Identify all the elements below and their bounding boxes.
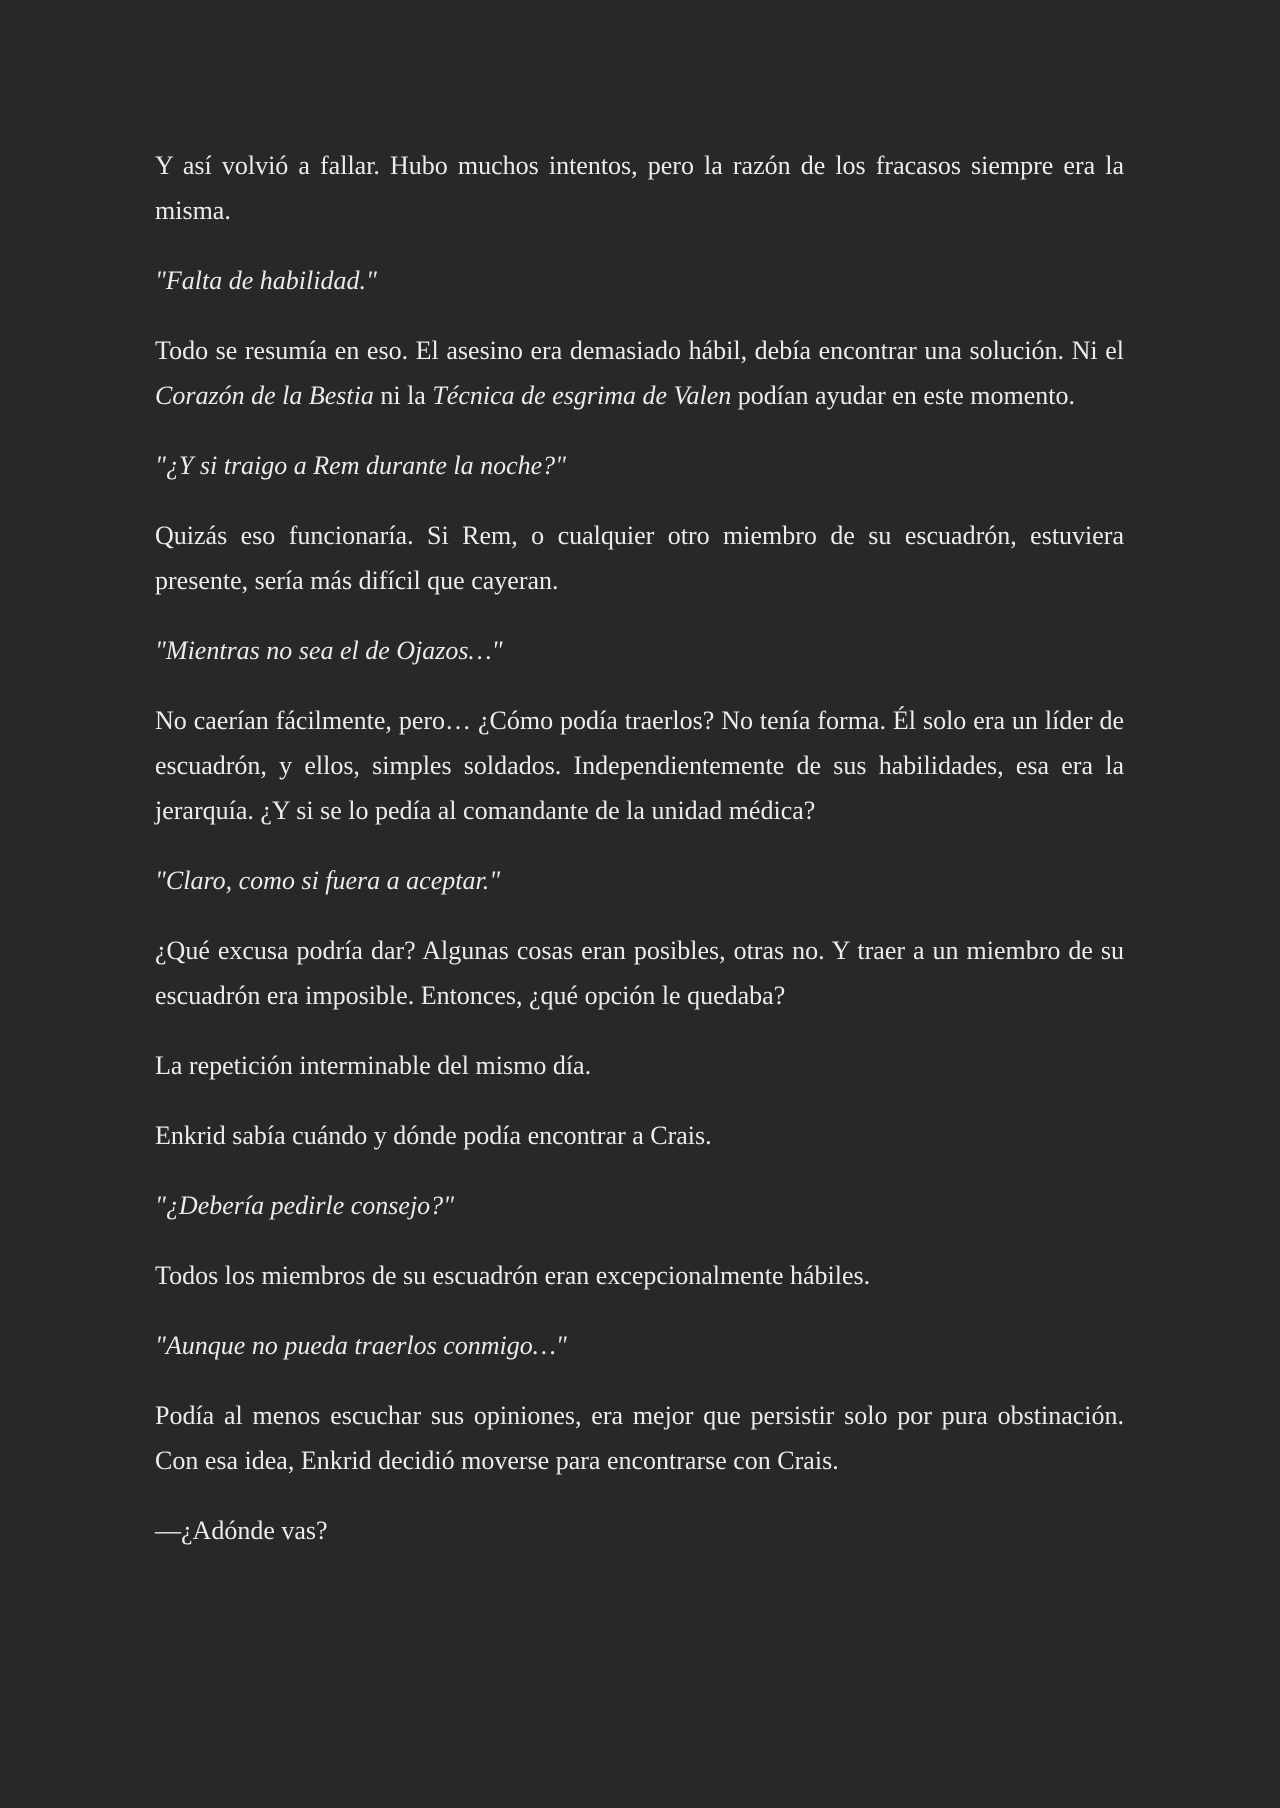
inner-thought: "¿Y si traigo a Rem durante la noche?" bbox=[155, 451, 567, 480]
inner-thought: "Claro, como si fuera a aceptar." bbox=[155, 866, 501, 895]
paragraph-text: Todo se resumía en eso. El asesino era demasiado hábil, debía encontrar una solución. Ni el bbox=[155, 336, 1124, 365]
paragraph bbox=[155, 328, 1124, 418]
dialogue-line: —¿Adónde vas? bbox=[155, 1516, 328, 1545]
paragraph: La repetición interminable del mismo día. bbox=[155, 1051, 592, 1080]
inner-thought: "Falta de habilidad." bbox=[155, 266, 377, 295]
paragraph: Todos los miembros de su escuadrón eran excepcionalmente hábiles. bbox=[155, 1261, 871, 1290]
inner-thought: "Mientras no sea el de Ojazos…" bbox=[155, 636, 503, 665]
paragraph: Enkrid sabía cuándo y dónde podía encontrar a Crais. bbox=[155, 1121, 712, 1150]
book-title: Técnica de esgrima de Valen bbox=[432, 381, 732, 410]
inner-thought: "Aunque no pueda traerlos conmigo…" bbox=[155, 1331, 567, 1360]
paragraph: Quizás eso funcionaría. Si Rem, o cualquier otro miembro de su escuadrón, estuviera presente, sería más difícil que cayeran. bbox=[155, 521, 1124, 595]
paragraph-text: ni la bbox=[373, 381, 433, 410]
inner-thought: "¿Debería pedirle consejo?" bbox=[155, 1191, 455, 1220]
paragraph: Podía al menos escuchar sus opiniones, era mejor que persistir solo por pura obstinación. Con esa idea, Enkrid decidió moverse para encontrarse con Crais. bbox=[155, 1401, 1124, 1475]
paragraph: Y así volvió a fallar. Hubo muchos intentos, pero la razón de los fracasos siempre era la misma. bbox=[155, 151, 1124, 225]
paragraph-text: podían ayudar en este momento. bbox=[731, 381, 1075, 410]
paragraph: ¿Qué excusa podría dar? Algunas cosas eran posibles, otras no. Y traer a un miembro de su escuadrón era imposible. Entonces, ¿qué opción le quedaba? bbox=[155, 936, 1124, 1010]
book-title: Corazón de la Bestia bbox=[155, 381, 374, 410]
reader-page bbox=[155, 143, 1124, 1578]
paragraph: No caerían fácilmente, pero… ¿Cómo podía traerlos? No tenía forma. Él solo era un líder de escuadrón, y ellos, simples soldados. Independientemente de sus habilidades, esa era la jerarquía. ¿Y si se lo pedía al comandante de la unidad médica? bbox=[155, 706, 1124, 825]
